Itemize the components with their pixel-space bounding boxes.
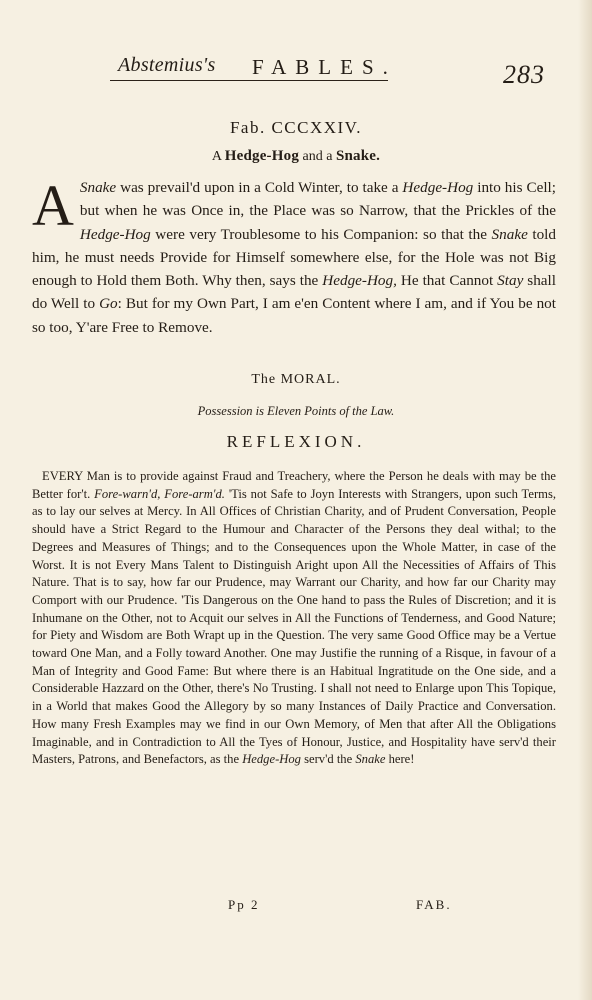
italic-run: Hedge-Hog: [242, 752, 301, 767]
header-rule: [110, 80, 388, 81]
fable-title-conjunction: and a: [302, 149, 333, 164]
text-run: serv'd the: [300, 752, 356, 767]
text-run: EVERY Man is to provide against Fraud and Treachery, where the Person he deals with may be the Better for't.: [32, 469, 556, 501]
text-run: 'Tis not Safe to Joyn Interests with Strangers, upon such Terms, as to lay our selves at Mercy. In All Offices of Christian Charity, and of Prudent Conversation, People should have a Strict Regard to the Humour and Character of the Persons they deal withal; to the Degrees and Measures of Things; and to the Consequences upon the Whole Matter, in case of the Worst. It is not Every Mans Talent to Distinguish Aright upon All the Necessities of Affairs of This Nature. That is to say, how far our Prudence, may Warrant our Charity, and how far our Charity may Comport with our Prudence. 'Tis Dangerous on the One hand to pass the Rules of Discretion; and it is Inhumane on the Other, not to Acquit our selves in All the Functions of Tenderness, and Good Nature; for Piety and Wisdom are Both Wrapt up in the Question. The very same Good Office may be a Vertue toward One Man, and a Folly toward Another. One may Justifie the running of a Risque, in favour of a Man of Integrity and Good Fame: But where there is an Habitual Ingratitude on the One side, and a Considerable Hazzard on the Other, there's No Trusting. I shall not need to Enlarge upon This Topique, in a World that makes Good the Allegory by so many Instances of Daily Practice and Conversation. How many Fresh Examples may we find in our Own Memory, of Men that after All the Obligations Imaginable, and in Contradiction to All the Tyes of Honour, Justice, and Hospitality have serv'd their Masters, Patrons, and Benefactors, as the: [32, 486, 557, 767]
text-run: told him, he must needs Provide for Himself somewhere else, for the Hole was not Big enough to Hold them Both. Why then, says the: [32, 225, 556, 290]
page-number: 283: [503, 60, 545, 89]
catchword: FAB.: [416, 897, 452, 912]
italic-run: Snake: [79, 179, 117, 196]
reflexion-text: [32, 468, 556, 769]
drop-cap: A: [32, 173, 74, 238]
text-run: He that Cannot: [396, 272, 498, 290]
italic-run: Hedge-Hog: [402, 179, 474, 196]
italic-run: Hedge-Hog: [79, 225, 151, 243]
running-title-author: Abstemius's: [118, 54, 216, 76]
fable-title-article: A: [211, 149, 222, 164]
fable-title-hedgehog: Hedge-Hog: [224, 148, 300, 164]
reflexion-heading: REFLEXION.: [226, 432, 366, 451]
text-run: into his Cell; but when he was Once in, the Place was so Narrow, that the Prickles of the: [79, 179, 556, 220]
fable-text: [32, 173, 556, 339]
fable-title: [0, 148, 592, 165]
moral-text: Possession is Eleven Points of the Law.: [197, 404, 395, 418]
italic-run: Hedge-Hog,: [322, 272, 397, 290]
moral-heading: The MORAL.: [251, 372, 341, 387]
italic-run: Stay: [497, 272, 524, 290]
fable-title-snake: Snake.: [335, 148, 381, 164]
text-run: were very Troublesome to his Companion: so that the: [150, 225, 492, 243]
text-run: here!: [385, 752, 415, 767]
fable-body-text: [32, 173, 556, 336]
text-run: shall do Well to: [32, 272, 556, 313]
fable-number: Fab. CCCXXIV.: [229, 118, 363, 137]
running-head: [110, 52, 397, 82]
italic-run: Snake: [491, 225, 528, 243]
italic-run: Go: [99, 295, 118, 313]
signature-mark: Pp 2: [228, 897, 260, 912]
text-run: was prevail'd upon in a Cold Winter, to take a: [116, 179, 403, 196]
italic-run: Fore-warn'd, Fore-arm'd.: [94, 486, 225, 501]
running-title-fables: FABLES.: [252, 55, 397, 79]
text-run: : But for my Own Part, I am e'en Content where I am, and if You be not so too, Y'are Free to Remove.: [32, 295, 556, 336]
italic-run: Snake: [355, 752, 386, 767]
